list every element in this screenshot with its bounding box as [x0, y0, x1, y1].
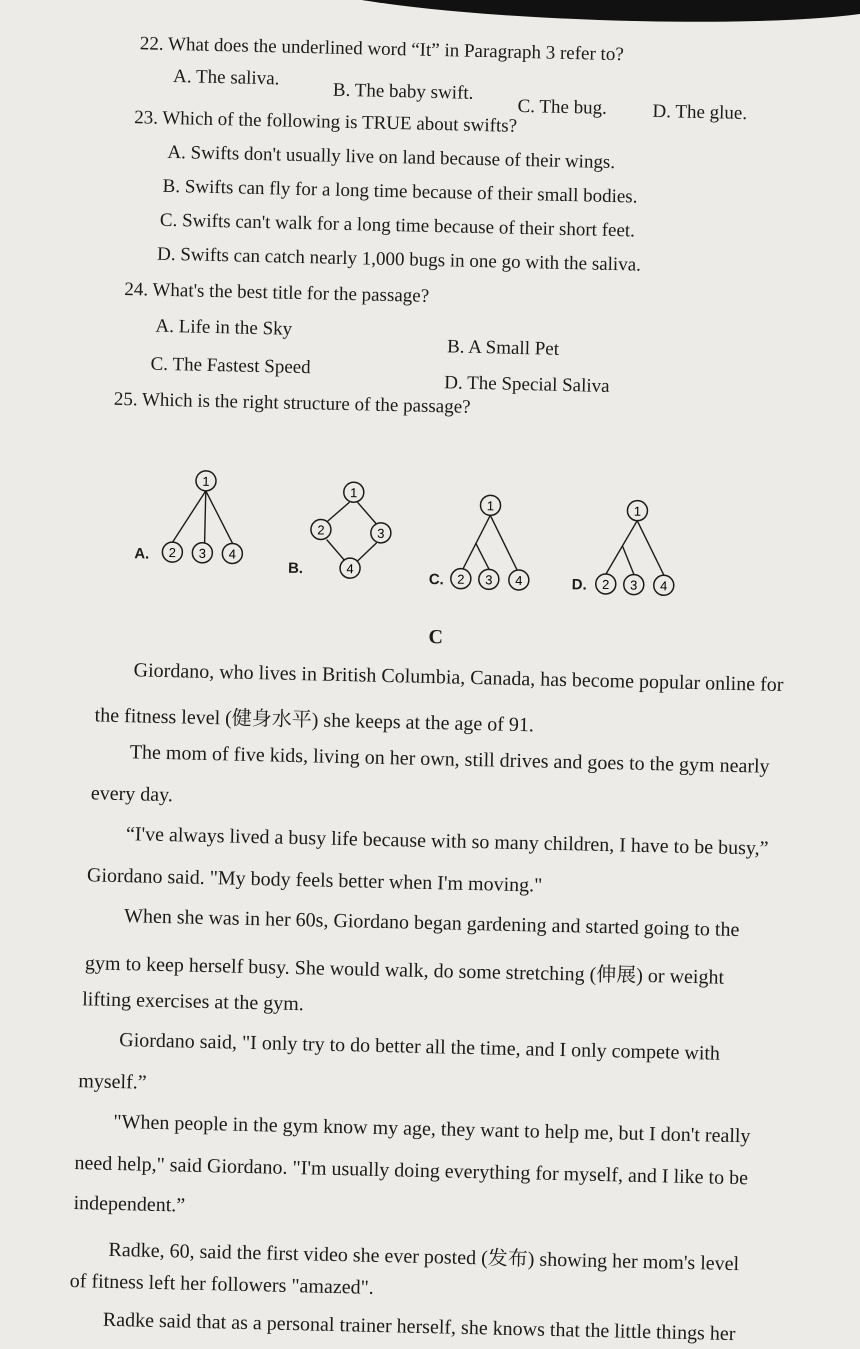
svg-text:3: 3: [629, 577, 638, 593]
passage-line: When she was in her 60s, Giordano began gardening and started going to the: [123, 905, 740, 942]
svg-text:2: 2: [601, 576, 610, 593]
structure-diagram-b: [282, 475, 404, 588]
passage-line: Giordano said. "My body feels better when I'm moving.": [86, 864, 543, 897]
structure-diagram-c: [426, 490, 548, 603]
passage-line: lifting exercises at the gym.: [81, 988, 305, 1016]
svg-text:3: 3: [485, 572, 493, 588]
q22-option-c: C. The bug.: [517, 95, 608, 119]
svg-text:2: 2: [457, 571, 465, 587]
svg-text:1: 1: [486, 498, 495, 514]
passage-line: Giordano said, "I only try to do better all the time, and I only compete with: [119, 1029, 721, 1065]
svg-text:1: 1: [633, 503, 642, 519]
svg-text:4: 4: [228, 546, 237, 562]
passage-line: "When people in the gym know my age, they want to help me, but I don't really: [113, 1110, 751, 1148]
svg-text:4: 4: [659, 578, 668, 594]
q24-option-d: D. The Special Saliva: [444, 372, 610, 398]
passage-line: the fitness level (健身水平) she keeps at the age of 91.: [94, 704, 535, 737]
q23-option-c: C. Swifts can't walk for a long time because of their short feet.: [159, 209, 636, 242]
section-letter: C: [428, 625, 444, 649]
svg-text:3: 3: [198, 545, 207, 561]
diagram-c-label: C.: [428, 570, 445, 589]
passage-line: The mom of five kids, living on her own, still drives and goes to the gym nearly: [129, 741, 770, 778]
q24-option-b: B. A Small Pet: [446, 336, 560, 360]
diagram-a-label: A.: [134, 545, 150, 563]
question-22: 22. What does the underlined word “It” in Paragraph 3 refer to?: [139, 33, 625, 66]
passage-line: Radke said that as a personal trainer herself, she knows that the little things her: [102, 1308, 736, 1346]
passage-line: of fitness left her followers "amazed".: [69, 1269, 374, 1299]
passage-line: Giordano, who lives in British Columbia, Canada, has become popular online for: [133, 659, 784, 697]
passage-line: need help," said Giordano. "I'm usually doing everything for myself, and I like to be: [74, 1152, 749, 1190]
svg-text:1: 1: [202, 473, 210, 489]
passage-line: Radke, 60, said the first video she ever posted (发布) showing her mom's level: [108, 1238, 740, 1276]
passage-line: every day.: [90, 782, 174, 807]
diagram-d-label: D.: [571, 576, 587, 594]
passage-line: “I've always lived a busy life because with so many children, I have to be busy,”: [125, 823, 769, 860]
diagram-b-label: B.: [287, 559, 304, 578]
q23-option-b: B. Swifts can fly for a long time because of their small bodies.: [162, 175, 638, 208]
svg-text:3: 3: [377, 525, 385, 541]
passage-line: independent.”: [73, 1192, 186, 1217]
passage-line: myself.”: [78, 1070, 147, 1094]
q22-option-a: A. The saliva.: [172, 66, 280, 90]
q22-option-d: D. The glue.: [652, 100, 748, 125]
question-23: 23. Which of the following is TRUE about swifts?: [133, 107, 518, 137]
svg-text:4: 4: [515, 572, 523, 589]
question-24: 24. What's the best title for the passage?: [124, 278, 430, 307]
q23-option-a: A. Swifts don't usually live on land because of their wings.: [167, 141, 616, 174]
structure-diagram-a: [132, 463, 264, 576]
q22-option-b: B. The baby swift.: [332, 79, 474, 104]
structure-diagram-d: [569, 495, 691, 608]
svg-text:1: 1: [349, 485, 358, 501]
svg-text:2: 2: [317, 522, 325, 538]
passage-line: gym to keep herself busy. She would walk, do some stretching (伸展) or weight: [84, 952, 725, 989]
question-25: 25. Which is the right structure of the passage?: [113, 388, 471, 418]
q23-option-d: D. Swifts can catch nearly 1,000 bugs in one go with the saliva.: [156, 243, 642, 276]
q24-option-a: A. Life in the Sky: [155, 315, 293, 340]
q24-option-c: C. The Fastest Speed: [150, 353, 311, 379]
svg-text:4: 4: [346, 561, 354, 577]
svg-text:2: 2: [168, 545, 177, 561]
